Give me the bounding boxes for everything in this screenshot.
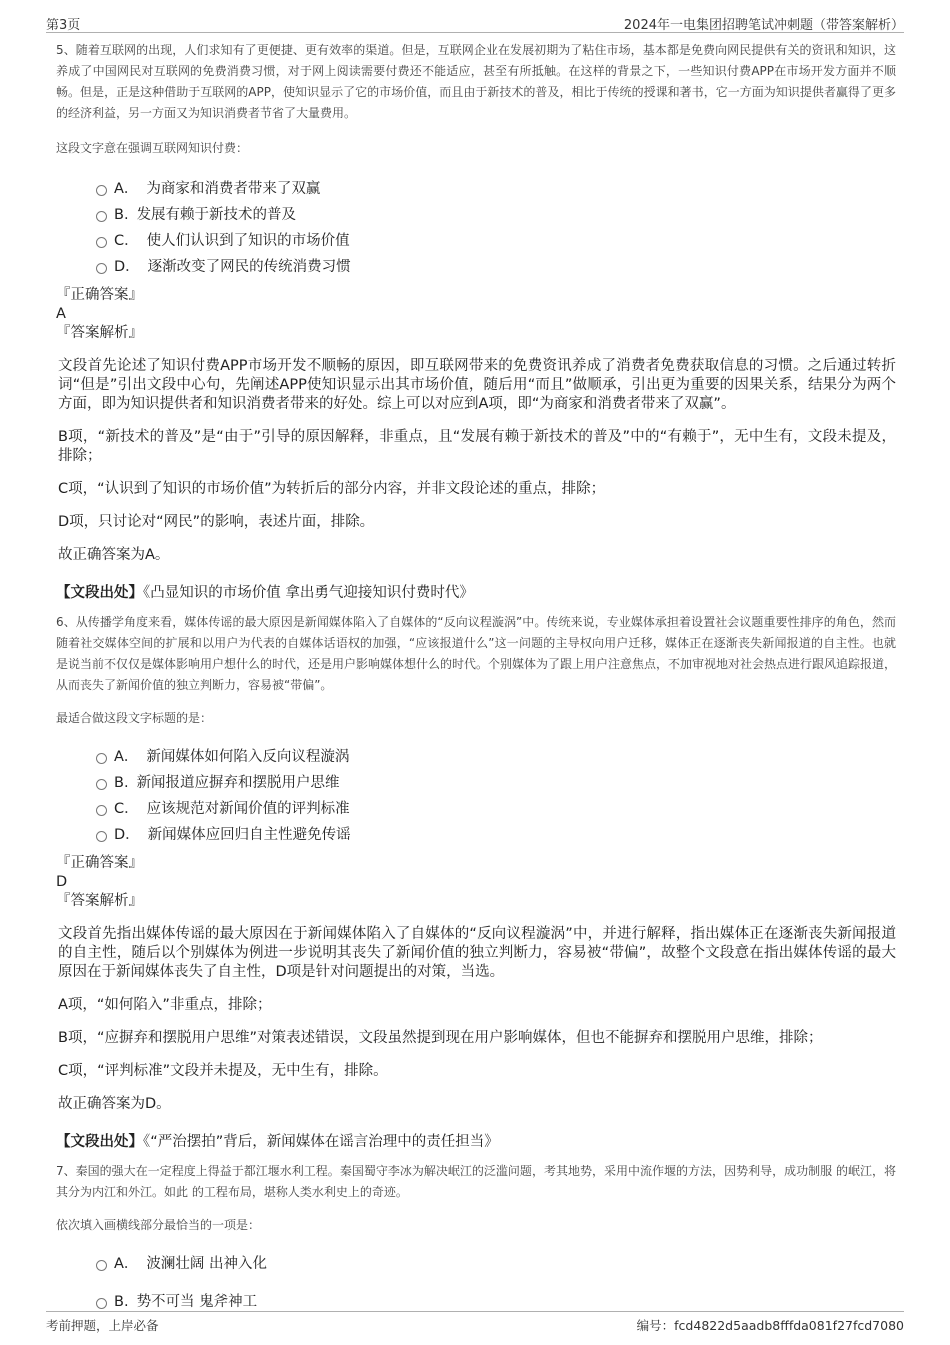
- answer-label: 『正确答案』: [56, 287, 143, 303]
- radio-icon[interactable]: [96, 779, 107, 790]
- question-prompt: 这段文字意在强调互联网知识付费：: [56, 141, 249, 155]
- page-footer: [46, 1311, 904, 1334]
- option-b[interactable]: B. 新闻报道应摒弃和摆脱用户思维: [96, 770, 896, 796]
- option-b[interactable]: B. 势不可当 鬼斧神工: [96, 1289, 896, 1315]
- radio-icon[interactable]: [96, 831, 107, 842]
- option-a[interactable]: A． 新闻媒体如何陷入反向议程漩涡: [96, 744, 896, 770]
- question-5: [56, 40, 896, 602]
- page-content: [56, 40, 896, 1315]
- radio-icon[interactable]: [96, 185, 107, 196]
- option-d[interactable]: D． 逐渐改变了网民的传统消费习惯: [96, 254, 896, 280]
- page-number: 第3页: [46, 18, 81, 33]
- option-b[interactable]: B. 发展有赖于新技术的普及: [96, 202, 896, 228]
- analysis-paragraph: 故正确答案为D。: [58, 1096, 171, 1112]
- document-code: 编号：fcd4822d5aadb8fffda081f27fcd7080: [636, 1318, 904, 1333]
- answer-label: 『正确答案』: [56, 855, 143, 871]
- radio-icon[interactable]: [96, 1260, 107, 1271]
- question-prompt: 依次填入画横线部分最恰当的一项是：: [56, 1218, 261, 1232]
- radio-icon[interactable]: [96, 753, 107, 764]
- analysis-paragraph: 文段首先论述了知识付费APP市场开发不顺畅的原因，即互联网带来的免费资讯养成了消费者免费获取信息的习惯。之后通过转折词“但是”引出文段中心句，先阐述APP使知识显示出其市场价值，随后用“而且”做顺承，引出更为重要的因果关系，结果分为两个方面，即为知识提供者和知识消费者带来的好处。综上可以对应到A项，即“为商家和消费者带来了双赢”。: [58, 358, 896, 412]
- analysis-paragraph: B项，“应摒弃和摆脱用户思维”对策表述错误，文段虽然提到现在用户影响媒体，但也不能摒弃和摆脱用户思维，排除；: [58, 1030, 823, 1046]
- options-list: [96, 744, 896, 848]
- options-list: [96, 1251, 896, 1315]
- question-7: [56, 1161, 896, 1315]
- answer-value: A: [56, 306, 66, 322]
- option-d[interactable]: D． 新闻媒体应回归自主性避免传谣: [96, 822, 896, 848]
- option-c[interactable]: C． 使人们认识到了知识的市场价值: [96, 228, 896, 254]
- option-c[interactable]: C． 应该规范对新闻价值的评判标准: [96, 796, 896, 822]
- options-list: [96, 176, 896, 280]
- page-header: [46, 12, 904, 33]
- radio-icon[interactable]: [96, 263, 107, 274]
- question-text: 6、从传播学角度来看，媒体传谣的最大原因是新闻媒体陷入了自媒体的“反向议程漩涡”中。传统来说，专业媒体承担着设置社会议题重要性排序的角色，然而随着社交媒体空间的扩展和以用户为代表的自媒体话语权的加强，“应该报道什么”这一问题的主导权向用户迁移，媒体正在逐渐丧失新闻报道的自主性。也就是说当前不仅仅是媒体影响用户想什么的时代，还是用户影响媒体想什么的时代。个别媒体为了跟上用户注意焦点，不加审视地对社会热点进行跟风追踪报道，从而丧失了新闻价值的独立判断力，容易被“带偏”。: [56, 615, 897, 692]
- radio-icon[interactable]: [96, 237, 107, 248]
- analysis-paragraph: C项，“评判标准”文段并未提及，无中生有，排除。: [58, 1063, 388, 1079]
- source-citation: 【文段出处】《“严治摆拍”背后，新闻媒体在谣言治理中的责任担当》: [56, 1134, 499, 1150]
- document-title: 2024年一电集团招聘笔试冲刺题（带答案解析）: [623, 18, 904, 33]
- analysis-label: 『答案解析』: [56, 325, 143, 341]
- answer-value: D: [56, 874, 68, 890]
- analysis-paragraph: 故正确答案为A。: [58, 547, 170, 563]
- question-prompt: 最适合做这段文字标题的是：: [56, 711, 213, 725]
- question-6: [56, 612, 896, 1151]
- option-a[interactable]: A． 波澜壮阔 出神入化: [96, 1251, 896, 1289]
- question-text: 7、秦国的强大在一定程度上得益于都江堰水利工程。秦国蜀守李冰为解决岷江的泛滥问题，考其地势，采用中流作堰的方法，因势利导，成功制服 的岷江，将其分为内江和外江。如此 的工程布局，堪称人类水利史上的奇迹。: [56, 1164, 896, 1199]
- analysis-paragraph: A项，“如何陷入”非重点，排除；: [58, 997, 272, 1013]
- question-text: 5、随着互联网的出现，人们求知有了更便捷、更有效率的渠道。但是，互联网企业在发展初期为了粘住市场，基本都是免费向网民提供有关的资讯和知识，这养成了中国网民对互联网的免费消费习惯，对于网上阅读需要付费还不能适应，甚至有所抵触。在这样的背景之下，一些知识付费APP在市场开发方面并不顺畅。但是，正是这种借助于互联网的APP，使知识显示了它的市场价值，而且由于新技术的普及，相比于传统的授课和著书，它一方面为知识提供者赢得了更多的经济利益，另一方面又为知识消费者节省了大量费用。: [56, 43, 896, 120]
- radio-icon[interactable]: [96, 211, 107, 222]
- option-a[interactable]: A． 为商家和消费者带来了双赢: [96, 176, 896, 202]
- radio-icon[interactable]: [96, 805, 107, 816]
- footer-slogan: 考前押题，上岸必备: [46, 1318, 159, 1333]
- analysis-label: 『答案解析』: [56, 893, 143, 909]
- radio-icon[interactable]: [96, 1298, 107, 1309]
- analysis-paragraph: C项，“认识到了知识的市场价值”为转折后的部分内容，并非文段论述的重点，排除；: [58, 481, 606, 497]
- analysis-paragraph: B项，“新技术的普及”是“由于”引导的原因解释，非重点，且“发展有赖于新技术的普及”中的“有赖于”，无中生有，文段未提及，排除；: [58, 429, 896, 464]
- source-citation: 【文段出处】《凸显知识的市场价值 拿出勇气迎接知识付费时代》: [56, 585, 474, 601]
- analysis-paragraph: 文段首先指出媒体传谣的最大原因在于新闻媒体陷入了自媒体的“反向议程漩涡”中，并进行解释，指出媒体正在逐渐丧失新闻报道的自主性，随后以个别媒体为例进一步说明其丧失了新闻价值的独立判断力，容易被“带偏”，故整个文段意在指出媒体传谣的最大原因在于新闻媒体丧失了自主性，D项是针对问题提出的对策，当选。: [58, 926, 896, 980]
- analysis-paragraph: D项，只讨论对“网民”的影响，表述片面，排除。: [58, 514, 375, 530]
